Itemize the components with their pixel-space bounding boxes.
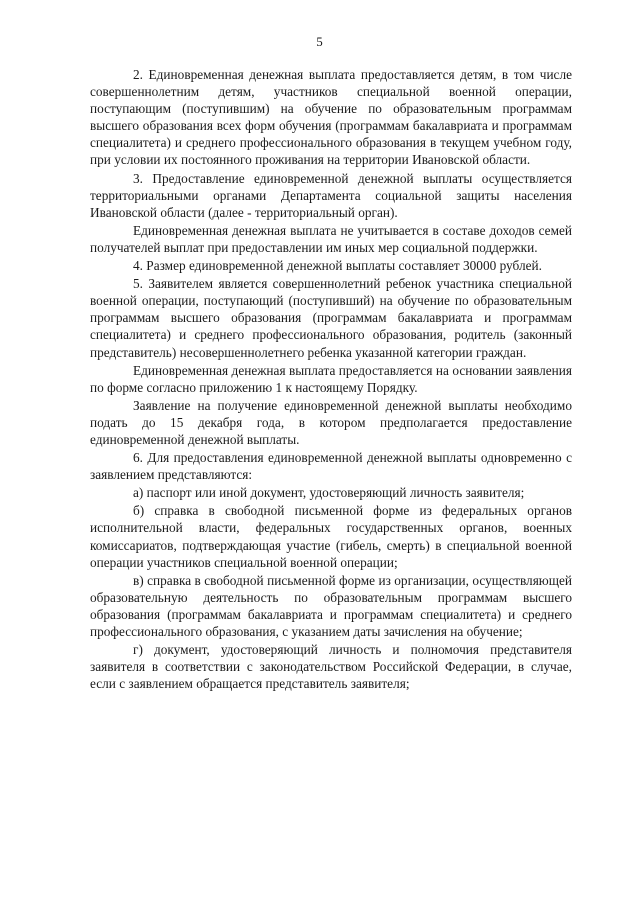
paragraph-2: 2. Единовременная денежная выплата предоставляется детям, в том числе совершеннолетним детям, участников специальной военной операции, поступающим (поступившим) на обучение по образовательным программам высшего образования всех форм обучения (программам бакалавриата и программам специалитета) и среднего профессионального образования в текущем учебном году, при условии их постоянного проживания на территории Ивановской области. — [90, 67, 572, 168]
list-item-v: в) справка в свободной письменной форме из организации, осуществляющей образовательную деятельность по образовательным программам высшего образования (программам бакалавриата и программам специалитета) и среднего профессионального образования, с указанием даты зачисления на обучение; — [90, 572, 572, 639]
list-item-b: б) справка в свободной письменной форме из федеральных органов исполнительной власти, федеральных государственных органов, военных комиссариатов, подтверждающая участие (гибель, смерть) в специальной военной операции участников специальной военной операции; — [90, 503, 572, 570]
paragraph-6: 6. Для предоставления единовременной денежной выплаты одновременно с заявлением представляются: — [90, 450, 572, 483]
list-item-a: а) паспорт или иной документ, удостоверяющий личность заявителя; — [133, 485, 525, 501]
page-number: 5 — [316, 34, 323, 49]
paragraph-4: 4. Размер единовременной денежной выплаты составляет 30000 рублей. — [133, 258, 542, 274]
paragraph-5-deadline: Заявление на получение единовременной денежной выплаты необходимо подать до 15 декабря года, в котором предполагается предоставление единовременной денежной выплаты. — [90, 397, 572, 447]
document-body — [90, 66, 572, 692]
paragraph-5: 5. Заявителем является совершеннолетний ребенок участника специальной военной операции, поступающий (поступивший) на обучение по образовательным программам высшего образования (программам бакалавриата и программам специалитета) и среднего профессионального образования, родитель (законный представитель) несовершеннолетнего ребенка указанной категории граждан. — [90, 276, 572, 360]
paragraph-5-basis: Единовременная денежная выплата предоставляется на основании заявления по форме согласно приложению 1 к настоящему Порядку. — [90, 362, 572, 395]
paragraph-3: 3. Предоставление единовременной денежной выплаты осуществляется территориальными органами Департамента социальной защиты населения Ивановской области (далее - территориальный орган). — [90, 170, 572, 220]
list-item-g: г) документ, удостоверяющий личность и полномочия представителя заявителя в соответствии с законодательством Российской Федерации, в случае, если с заявлением обращается представитель заявителя; — [90, 642, 572, 692]
paragraph-3-income: Единовременная денежная выплата не учитывается в составе доходов семей получателей выплат при предоставлении им иных мер социальной поддержки. — [90, 222, 572, 255]
